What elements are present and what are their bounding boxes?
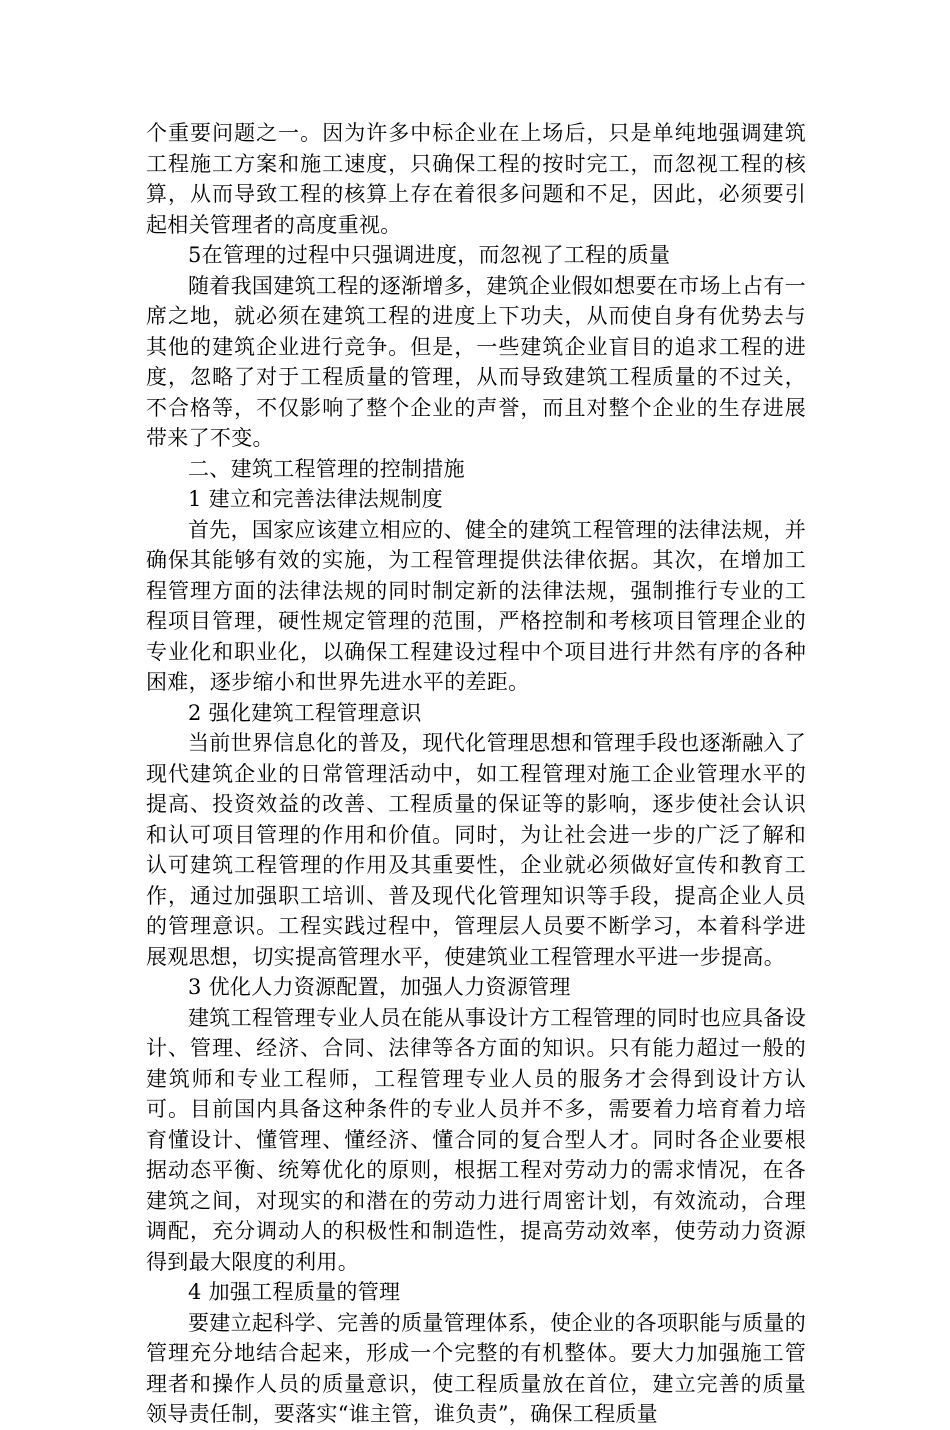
paragraph-continued: 个重要问题之一。因为许多中标企业在上场后，只是单纯地强调建筑工程施工方案和施工速度，只确保工程的按时完工，而忽视工程的核算，从而导致工程的核算上存在着很多问题和不足，因此，必须要引起相关管理者的高度重视。 (146, 121, 806, 237)
document-body (146, 118, 806, 1430)
paragraph: 当前世界信息化的普及，现代化管理思想和管理手段也逐渐融入了现代建筑企业的日常管理活动中，如工程管理对施工企业管理水平的提高、投资效益的改善、工程质量的保证等的影响，逐步使社会认识和认可项目管理的作用和价值。同时，为让社会进一步的广泛了解和认可建筑工程管理的作用及其重要性，企业就必须做好宣传和教育工作，通过加强职工培训、普及现代化管理知识等手段，提高企业人员的管理意识。工程实践过程中，管理层人员要不断学习，本着科学进展观思想，切实提高管理水平，使建筑业工程管理水平进一步提高。 (146, 731, 806, 969)
paragraph: 建筑工程管理专业人员在能从事设计方工程管理的同时也应具备设计、管理、经济、合同、法律等各方面的知识。只有能力超过一般的建筑师和专业工程师，工程管理专业人员的服务才会得到设计方认可。目前国内具备这种条件的专业人员并不多，需要着力培育着力培育懂设计、懂管理、懂经济、懂合同的复合型人才。同时各企业要根据动态平衡、统筹优化的原则，根据工程对劳动力的需求情况，在各建筑之间，对现实的和潜在的劳动力进行周密计划，有效流动，合理调配，充分调动人的积极性和制造性，提高劳动效率，使劳动力资源得到最大限度的利用。 (146, 1005, 806, 1274)
chapter-heading-control-measures: 二、建筑工程管理的控制措施 (188, 456, 465, 481)
section-heading-4: 4 加强工程质量的管理 (188, 1280, 401, 1304)
paragraph: 首先，国家应该建立相应的、健全的建筑工程管理的法律法规，并确保其能够有效的实施，为工程管理提供法律依据。其次，在增加工程管理方面的法律法规的同时制定新的法律法规，强制推行专业的工程项目管理，硬性规定管理的范围，严格控制和考核项目管理企业的专业化和职业化，以确保工程建设过程中个项目进行井然有序的各种困难，逐步缩小和世界先进水平的差距。 (146, 517, 806, 694)
section-heading-3: 3 优化人力资源配置，加强人力资源管理 (188, 975, 571, 999)
paragraph: 随着我国建筑工程的逐渐增多，建筑企业假如想要在市场上占有一席之地，就必须在建筑工程的进度上下功夫，从而使自身有优势去与其他的建筑企业进行竞争。但是，一些建筑企业盲目的追求工程的进度，忽略了对于工程质量的管理，从而导致建筑工程质量的不过关，不合格等，不仅影响了整个企业的声誉，而且对整个企业的生存进展带来了不变。 (146, 273, 806, 450)
section-heading-5: 5在管理的过程中只强调进度，而忽视了工程的质量 (188, 243, 671, 267)
paragraph: 要建立起科学、完善的质量管理体系，使企业的各项职能与质量的管理充分地结合起来，形成一个完整的有机整体。要大力加强施工管理者和操作人员的质量意识，使工程质量放在首位，建立完善的质量领导责任制，要落实“谁主管，谁负责”，确保工程质量 (146, 1310, 806, 1426)
section-heading-1: 1 建立和完善法律法规制度 (188, 487, 443, 511)
section-heading-2: 2 强化建筑工程管理意识 (188, 700, 422, 725)
